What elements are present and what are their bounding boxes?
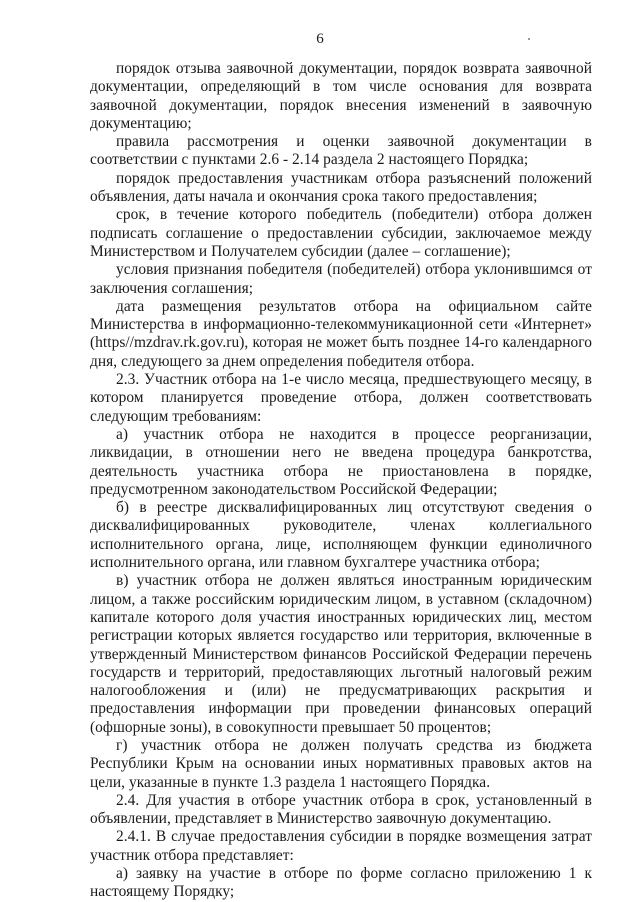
paragraph-evasion-conditions: условия признания победителя (победителей) отбора уклонившимся от заключения соглашения; xyxy=(90,261,592,297)
paragraph-requirement-v: в) участник отбора не должен являться иностранным юридическим лицом, а также российским юридическим лицом, в уставном (складочном) капитале которого доля участия иностранных юридических лиц, местом регистрации которых является государство или территория, включенные в утвержденный Министерством финансов Российской Федерации перечень государств и территорий, предоставляющих льготный налоговый режим налогообложения и (или) не предусматривающих раскрытия и предоставления информации при проведении финансовых операций (офшорные зоны), в совокупности превышает 50 процентов; xyxy=(90,572,592,736)
paragraph-requirement-a: а) участник отбора не находится в процессе реорганизации, ликвидации, в отношении него не введена процедура банкротства, деятельность участника отбора не приостановлена в порядке, предусмотренном законодательством Российской Федерации; xyxy=(90,425,592,498)
paragraph-requirement-b: б) в реестре дисквалифицированных лиц отсутствуют сведения о дисквалифицированных руководителе, членах коллегиального исполнительного органа, лице, исполняющем функции единоличного исполнительного органа, или главном бухгалтере участника отбора; xyxy=(90,499,592,572)
paragraph-2-3-requirements: 2.3. Участник отбора на 1-е число месяца, предшествующего месяцу, в котором планируется проведение отбора, должен соответствовать следующим требованиям: xyxy=(90,371,592,425)
paragraph-2-4-participation: 2.4. Для участия в отборе участник отбора в срок, установленный в объявлении, представляет в Министерство заявочную документацию. xyxy=(90,791,592,828)
paragraph-application-form: а) заявку на участие в отборе по форме согласно приложению 1 к настоящему Порядку; xyxy=(90,865,592,901)
paragraph-clarifications-order: порядок предоставления участникам отбора разъяснений положений объявления, даты начала и окончания срока такого предоставления; xyxy=(90,169,592,206)
page-number: 6 xyxy=(316,31,324,47)
paragraph-results-publication-date: дата размещения результатов отбора на официальном сайте Министерства в информационно-телекоммуникационной сети «Интернет» (https//mzdrav.rk.gov.ru), которая не может быть позднее 14-го календарного дня, следующего за днем определения победителя отбора. xyxy=(90,297,592,370)
paragraph-agreement-deadline: срок, в течение которого победитель (победители) отбора должен подписать соглашение о предоставлении субсидии, заключаемое между Министерством и Получателем субсидии (далее – соглашение); xyxy=(90,206,592,260)
paragraph-2-4-1-reimbursement: 2.4.1. В случае предоставления субсидии в порядке возмещения затрат участник отбора представляет: xyxy=(90,828,592,864)
paragraph-requirement-g: г) участник отбора не должен получать средства из бюджета Республики Крым на основании иных нормативных правовых актов на цели, указанные в пункте 1.3 раздела 1 настоящего Порядка. xyxy=(90,736,592,791)
paragraph-review-rules: правила рассмотрения и оценки заявочной документации в соответствии с пунктами 2.6 - 2.14 раздела 2 настоящего Порядка; xyxy=(90,133,592,169)
paragraph-bid-withdrawal-order: порядок отзыва заявочной документации, порядок возврата заявочной документации, определяющий в том числе основания для возврата заявочной документации, порядок внесения изменений в заявочную документацию; xyxy=(90,60,592,132)
document-body xyxy=(90,60,592,902)
